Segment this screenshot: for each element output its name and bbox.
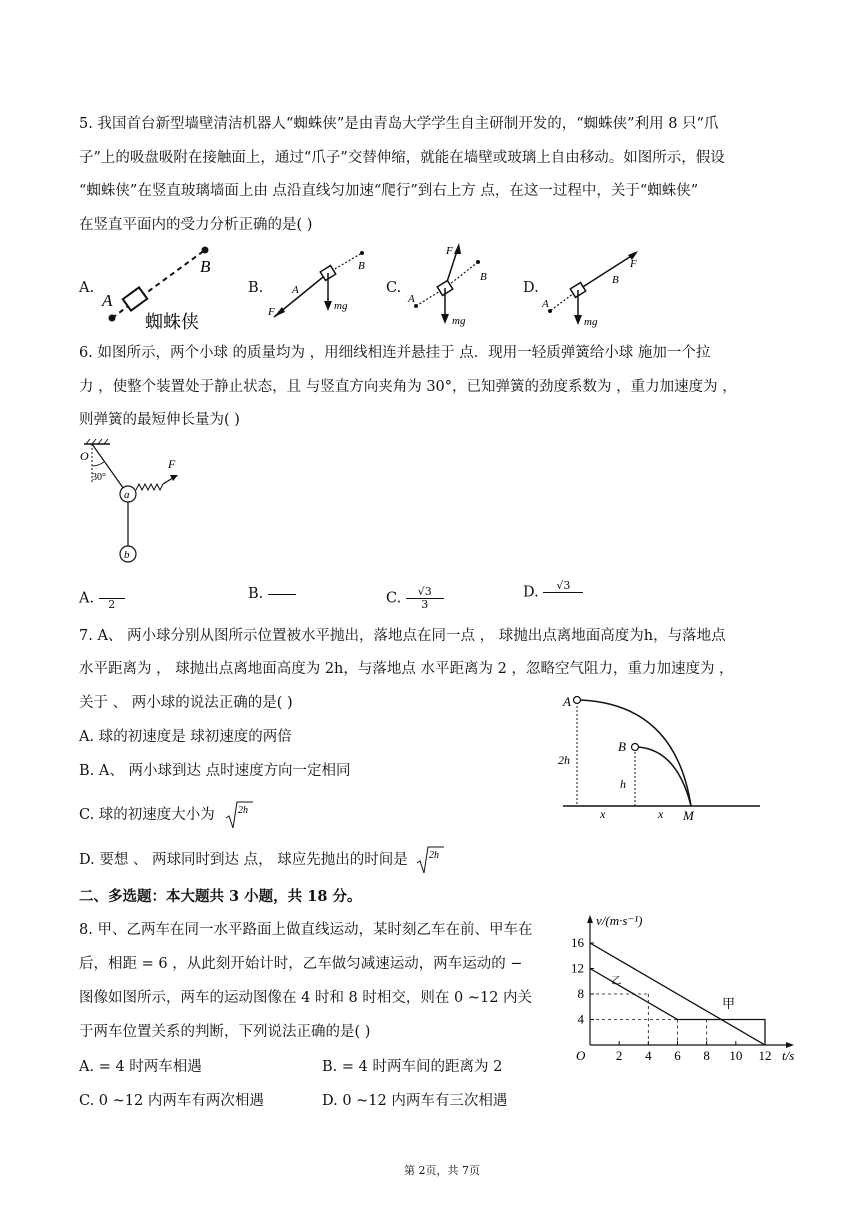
q5-figure-d — [538, 245, 648, 330]
q5-fig-a-caption: 蜘蛛侠 — [145, 312, 199, 333]
q5-fig-c-point-b: B — [480, 271, 487, 283]
q5-text-line-2: 子”上的吸盘吸附在接触面上，通过“爪子”交替伸缩，就能在墙壁或玻璃上自由移动。如图所示，假设 — [79, 150, 725, 166]
q6-option-a-denominator: 2 — [108, 598, 116, 611]
q8-option-c: C. 0 ~12 内两车有两次相遇 — [79, 1093, 264, 1109]
q5-fig-c-force-mg: mg — [452, 315, 466, 327]
q7-option-b: B. A、 两小球到达 点时速度方向一定相同 — [79, 763, 351, 779]
series-label-yi: 乙 — [611, 975, 622, 987]
q6-text-line-1: 6. 如图所示，两个小球 的质量均为 ，用细线相连并悬挂于 点．现用一轻质弹簧给小球 施加一个拉 — [79, 345, 711, 361]
q8-option-d: D. 0 ~12 内两车有三次相遇 — [322, 1093, 508, 1109]
y-tick-label: 16 — [571, 935, 584, 950]
q7-figure — [555, 690, 765, 820]
q6-option-d — [523, 580, 583, 605]
q7-text-line-3: 关于 、 两小球的说法正确的是( ) — [79, 695, 293, 711]
y-axis-arrow — [587, 915, 593, 923]
q5-fig-a-point-b: B — [200, 257, 211, 276]
q5-fig-d-force-f: F — [630, 258, 637, 270]
y-tick-label: 4 — [577, 1011, 584, 1027]
q5-fig-b-force-f: F — [268, 306, 275, 318]
q5-fig-d-point-a: A — [542, 298, 549, 310]
q7-option-d-sqrt — [416, 845, 444, 875]
q5-figure-a — [100, 240, 240, 335]
q6-option-c-label: C. — [386, 590, 402, 607]
q7-option-a: A. 球的初速度是 球初速度的两倍 — [79, 729, 292, 745]
q5-fig-d-force-mg: mg — [584, 316, 598, 328]
q8-option-a: A. = 4 时两车相遇 — [79, 1059, 202, 1075]
x-tick-label: 10 — [729, 1048, 743, 1063]
q6-fig-ball-b: b — [124, 549, 130, 561]
q6-option-b-label: B. — [248, 586, 264, 602]
x-tick-label: 6 — [674, 1048, 681, 1063]
q7-fig-distance-x1: x — [600, 807, 606, 820]
q5-fig-b-point-a: A — [292, 284, 299, 296]
x-tick-label: 2 — [615, 1048, 623, 1063]
q6-option-b — [248, 586, 296, 602]
origin-label: O — [576, 1048, 586, 1063]
q5-fig-c-force-f: F — [446, 245, 453, 257]
q7-option-d-sqrt-value: 2h — [429, 850, 440, 861]
q7-option-d-text: D. 要想 、 两球同时到达 点， 球应先抛出的时间是 — [79, 852, 408, 868]
q5-text-line-1: 5. 我国首台新型墙壁清洁机器人“蜘蛛侠”是由青岛大学学生自主研制开发的，“蜘蛛侠”利用 8 只“爪 — [79, 116, 719, 132]
q5-fig-c-point-a: A — [408, 293, 415, 305]
q7-fig-point-b: B — [618, 739, 626, 754]
q7-fig-distance-x2: x — [658, 807, 664, 820]
q8-text-line-1: 8. 甲、乙两车在同一水平路面上做直线运动，某时刻乙车在前、甲车在 — [79, 922, 533, 938]
q5-text-line-3: “蜘蛛侠”在竖直玻璃墙面上由 点沿直线匀加速“爬行”到右上方 点，在这一过程中，关于“蜘蛛侠” — [79, 183, 699, 199]
q7-fig-point-a: A — [563, 694, 571, 709]
q7-fig-height-2h: 2h — [558, 753, 570, 767]
q6-fig-point-o: O — [80, 449, 89, 463]
q8-text-line-4: 于两车位置关系的判断，下列说法正确的是( ) — [79, 1024, 371, 1040]
q7-option-c-sqrt — [225, 800, 253, 830]
q7-fig-point-m: M — [683, 808, 694, 820]
q7-fig-height-h: h — [620, 777, 626, 791]
q8-vt-chart — [560, 905, 800, 1075]
q6-text-line-2: 力 ，使整个装置处于静止状态，且 与竖直方向夹角为 30°，已知弹簧的劲度系数为 ，重力加速度为 ， — [79, 379, 737, 395]
page-footer: 第 2页，共 7页 — [404, 1164, 480, 1177]
q5-figure-b — [262, 245, 372, 330]
section-2-title: 二、多选题：本大题共 3 小题，共 18 分。 — [79, 888, 362, 905]
q5-fig-d-point-b: B — [612, 274, 619, 286]
x-axis-label: t/s — [782, 1048, 795, 1063]
q6-option-d-numerator: √3 — [543, 580, 583, 593]
x-tick-label: 4 — [645, 1048, 652, 1063]
q5-option-c-label: C. — [386, 280, 402, 296]
q6-option-c-numerator: √3 — [406, 586, 444, 599]
q5-option-b-label: B. — [248, 280, 264, 296]
q6-option-c — [386, 586, 444, 611]
q7-option-d — [79, 845, 444, 875]
q6-option-d-label: D. — [523, 584, 539, 601]
q6-fig-ball-a: a — [124, 489, 130, 501]
q5-fig-b-force-mg: mg — [334, 300, 348, 312]
q5-option-a-label: A. — [79, 280, 95, 296]
q6-option-c-denominator: 3 — [421, 598, 429, 611]
q8-text-line-2: 后，相距 = 6 ，从此刻开始计时，乙车做匀减速运动，两车运动的 − — [79, 956, 523, 972]
q6-fig-angle: 30° — [92, 472, 106, 483]
q7-option-c — [79, 800, 253, 830]
q5-fig-a-point-a: A — [102, 291, 113, 310]
q7-text-line-2: 水平距离为 ， 球抛出点离地面高度为 2h，与落地点 水平距离为 2 ，忽略空气阻力，重力加速度为 ， — [79, 661, 734, 677]
y-axis-label: v/(m·s⁻¹) — [596, 913, 643, 928]
q5-option-d-label: D. — [523, 280, 539, 296]
q6-option-a — [79, 586, 125, 611]
q5-fig-b-point-b: B — [358, 260, 365, 272]
x-tick-label: 8 — [703, 1048, 710, 1063]
q6-text-line-3: 则弹簧的最短伸长量为( ) — [79, 412, 240, 428]
x-tick-label: 12 — [758, 1048, 772, 1063]
y-tick-label: 8 — [577, 986, 584, 1001]
q7-option-c-sqrt-value: 2h — [238, 805, 249, 816]
q8-option-b: B. = 4 时两车间的距离为 2 — [322, 1059, 503, 1075]
q8-text-line-3: 图像如图所示，两车的运动图像在 4 时和 8 时相交，则在 0 ~12 内关 — [79, 990, 533, 1006]
q6-figure — [80, 438, 190, 568]
series-label-jia: 甲 — [722, 996, 736, 1012]
y-tick-label: 12 — [571, 960, 584, 976]
q7-text-line-1: 7. A、 两小球分别从图所示位置被水平抛出，落地点在同一点 ， 球抛出点离地面高度为h，与落地点 — [79, 628, 726, 644]
q5-figure-c — [400, 240, 510, 330]
q6-option-a-label: A. — [79, 590, 95, 607]
q7-option-c-text: C. 球的初速度大小为 — [79, 807, 215, 823]
q6-fig-force-f: F — [168, 457, 176, 471]
q5-text-line-4: 在竖直平面内的受力分析正确的是( ) — [79, 217, 313, 233]
